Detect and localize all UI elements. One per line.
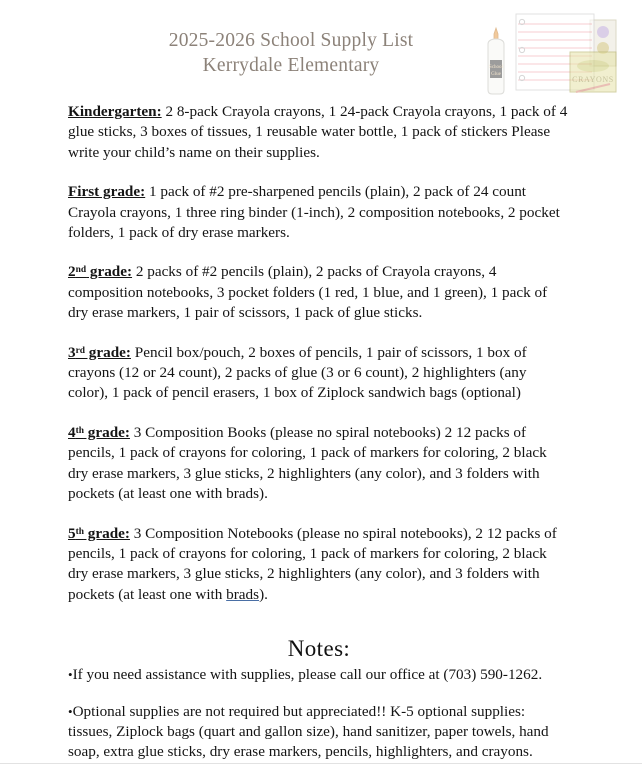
grade-section-third [68, 343, 570, 404]
grade-body-fourth: 3 Composition Books (please no spiral notebooks) 2 12 packs of pencils, 1 pack of crayons for coloring, 1 pack of markers for coloring, 2 black dry erase markers, 3 glue sticks, 2 highlighters (any color), and 3 folders with pockets (at least one with brads). [68, 423, 547, 503]
grade-body-third: Pencil box/pouch, 2 boxes of pencils, 1 pair of scissors, 1 box of crayons (12 or 24 count), 2 packs of glue (3 or 6 count), 2 highlighters (any color), 1 pack of pencil erasers, 1 box of Ziplock sandwich bags (optional) [68, 343, 527, 402]
grade-body-fifth-post: ). [259, 585, 268, 603]
grade-body-first: 1 pack of #2 pre-sharpened pencils (plain), 2 pack of 24 count Crayola crayons, 1 three ring binder (1-inch), 2 composition notebooks, 2 pocket folders, 1 pack of dry erase markers. [68, 183, 560, 242]
grade-number-second: 2 [68, 263, 76, 281]
grade-number-fifth: 5 [68, 524, 76, 542]
school-supplies-clipart [478, 6, 636, 98]
grade-body-second: 2 packs of #2 pencils (plain), 2 packs of Crayola crayons, 4 composition notebooks, 3 pocket folders (1 red, 1 blue, and 1 green), 1 pack of dry erase markers, 1 pair of scissors, 1 pack of glue sticks. [68, 263, 548, 322]
grade-ordinal-fourth: th [75, 425, 84, 436]
document-header [0, 0, 642, 84]
grade-label-third [68, 344, 131, 361]
grade-section-fourth [68, 423, 570, 505]
grade-number-third: 3 [68, 343, 76, 361]
spellcheck-underlined-word: brads [226, 585, 260, 603]
grade-label-second [68, 263, 132, 280]
note-item-optional-supplies [68, 702, 570, 763]
svg-text:CRAYONS: CRAYONS [572, 75, 614, 84]
grade-word-fourth: grade: [83, 423, 130, 441]
grade-ordinal-second: nd [75, 265, 87, 276]
note-item-assistance [68, 665, 570, 685]
grade-word-fifth: grade: [83, 524, 130, 542]
svg-text:School: School [489, 65, 503, 70]
note-text-assistance: If you need assistance with supplies, please call our office at (703) 590-1262. [72, 666, 543, 684]
grade-label-fourth [68, 424, 130, 441]
bullet-glyph: • [68, 703, 73, 719]
grade-body-fifth-pre: 3 Composition Notebooks (please no spiral notebooks), 2 12 packs of pencils, 1 pack of crayons for coloring, 1 pack of markers for coloring, 2 black dry erase markers, 3 glue sticks, 2 highlighters (any color), and 3 folders with pockets (at least one with [68, 524, 557, 603]
svg-text:Glue: Glue [491, 72, 501, 77]
page-title-line2: Kerrydale Elementary [202, 55, 380, 76]
supply-list-content [0, 102, 642, 763]
grade-ordinal-third: rd [75, 345, 85, 356]
bullet-glyph: • [68, 667, 73, 683]
grade-label-kindergarten: Kindergarten: [68, 103, 162, 120]
grade-body-kindergarten: 2 8-pack Crayola crayons, 1 24-pack Crayola crayons, 1 pack of 4 glue sticks, 3 boxes of tissues, 1 reusable water bottle, 1 pack of stickers Please write your child’s name on their supplies. [68, 103, 568, 161]
grade-word-third: grade: [85, 343, 131, 361]
grade-label-fifth [68, 525, 130, 542]
glue-bottle-icon [488, 28, 504, 94]
grade-section-second [68, 262, 570, 323]
notes-heading: Notes: [287, 636, 351, 662]
grade-word-second: grade: [86, 263, 133, 281]
grade-number-fourth: 4 [68, 423, 76, 441]
grade-section-fifth [68, 524, 570, 606]
grade-section-first [68, 182, 570, 243]
grade-section-kindergarten [68, 102, 570, 163]
crayon-box-icon [570, 52, 616, 92]
grade-ordinal-fifth: th [75, 526, 84, 537]
grade-label-first: First grade: [68, 183, 146, 201]
note-text-optional-supplies: Optional supplies are not required but appreciated!! K-5 optional supplies: tissues, Ziplock bags (quart and gallon size), hand sanitizer, paper towels, hand soap, extra glue sticks, dry erase markers, pencils, highlighters, and crayons. [68, 702, 549, 761]
page-title-line1: 2025-2026 School Supply List [168, 30, 414, 51]
